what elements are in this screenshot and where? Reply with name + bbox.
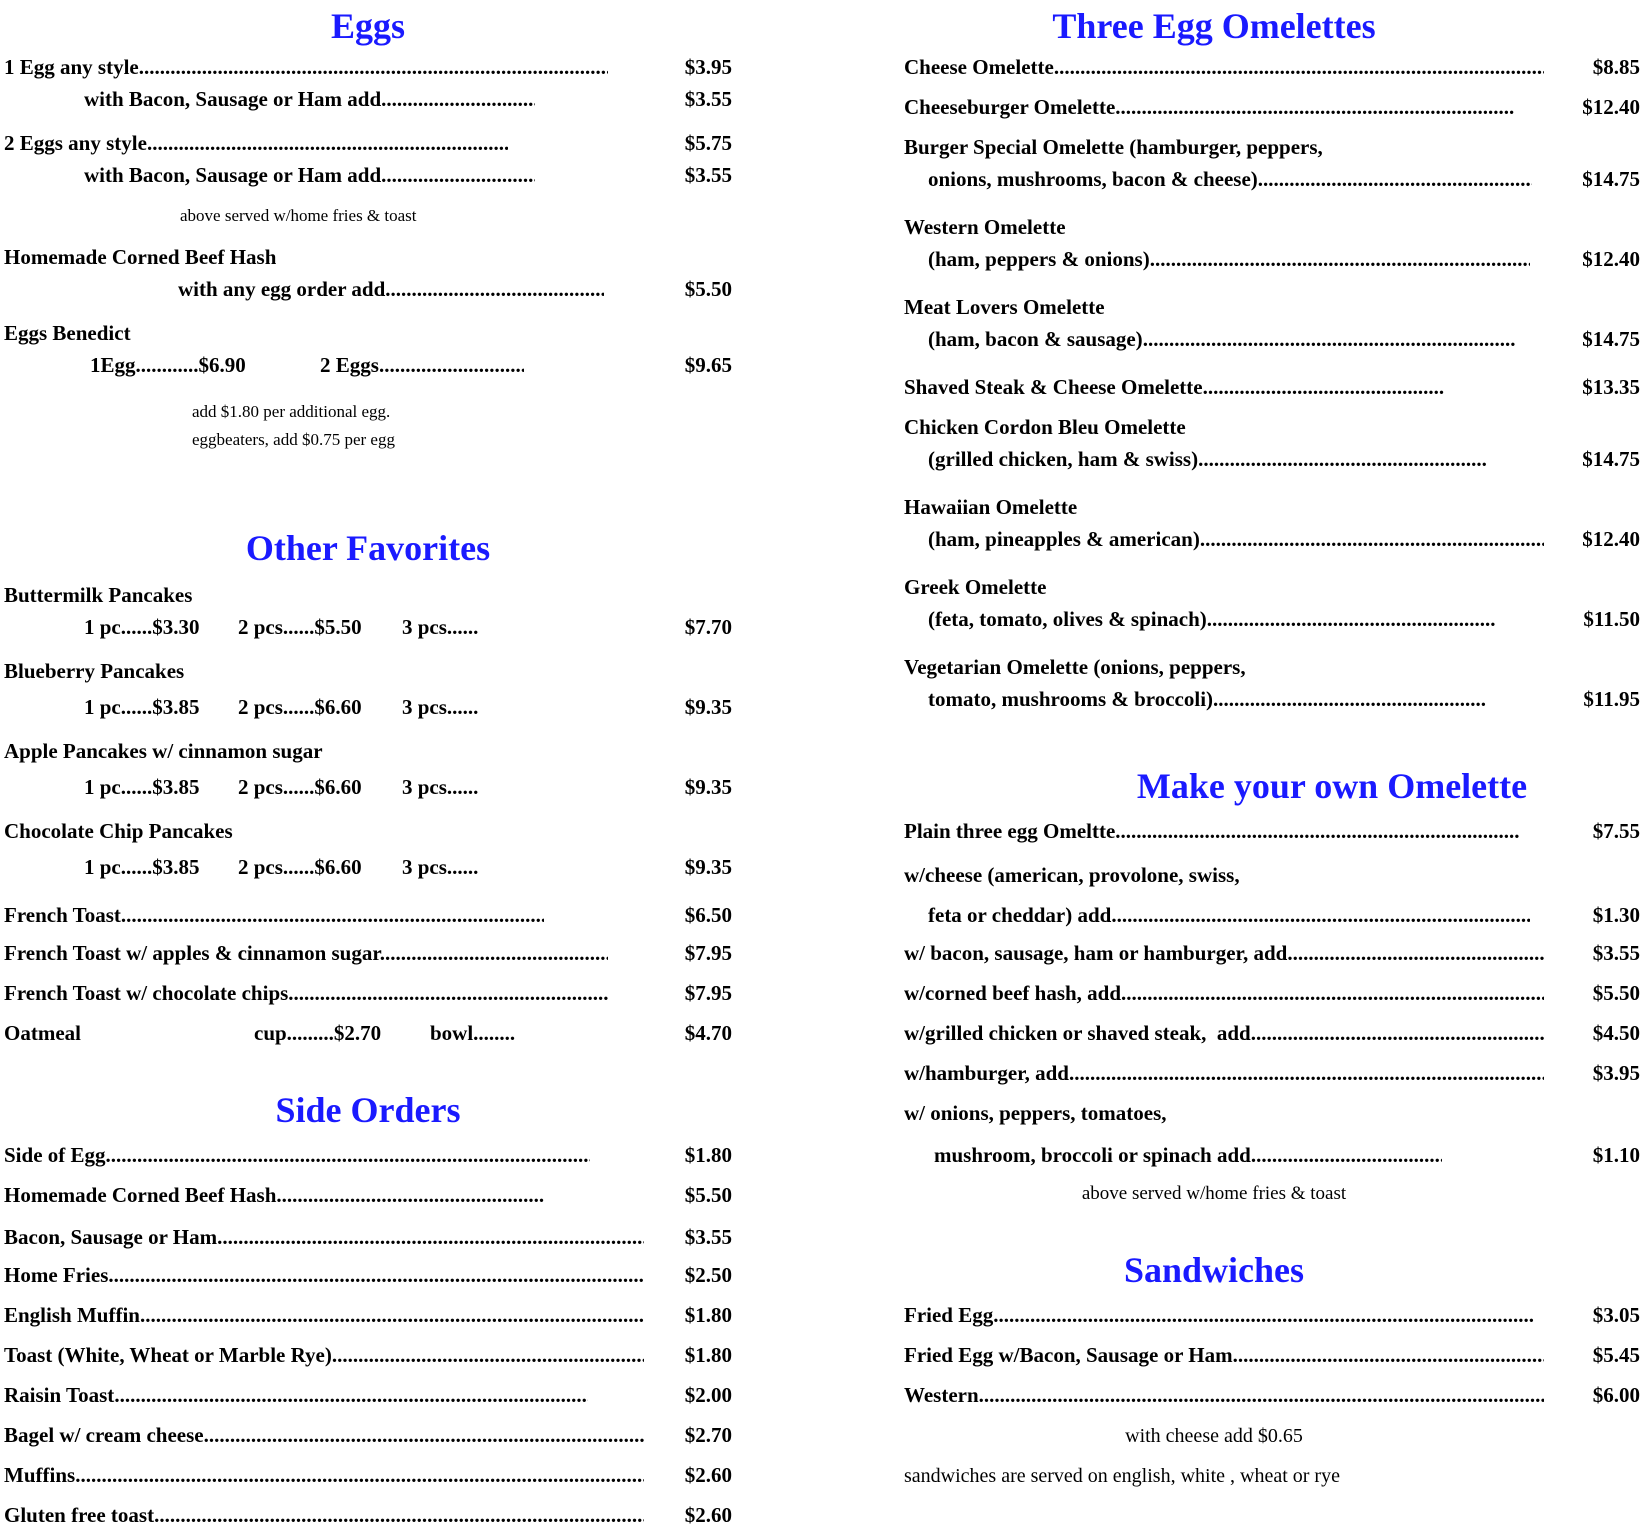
item-price: $3.95 [1592, 1061, 1640, 1085]
item-price: $5.50 [684, 1183, 732, 1207]
three-piece-label: 3 pcs...... [402, 615, 479, 639]
item-label: Homemade Corned Beef Hash [4, 1183, 277, 1207]
one-piece-price: 1 pc......$3.85 [84, 855, 200, 879]
menu-item [4, 902, 732, 928]
sandwich-cheese-note: with cheese add $0.65 [1125, 1425, 1303, 1447]
leader-dots [385, 277, 604, 301]
item-title [904, 214, 1640, 240]
leader-dots [1203, 375, 1444, 399]
item-label: Chocolate Chip Pancakes [4, 819, 233, 843]
item-price: $14.75 [1582, 447, 1640, 471]
leader-dots [381, 87, 535, 111]
leader-dots [121, 903, 544, 927]
two-piece-price: 2 pcs......$6.60 [238, 855, 362, 879]
item-label: w/grilled chicken or shaved steak, add [904, 1021, 1251, 1045]
menu-item [4, 276, 732, 302]
item-price: $2.00 [684, 1383, 732, 1407]
item-title [904, 414, 1640, 440]
menu-item [904, 1342, 1640, 1368]
item-title [904, 494, 1640, 520]
item-label: French Toast [4, 903, 121, 927]
two-piece-price: 2 pcs......$6.60 [238, 695, 362, 719]
item-price: $9.35 [684, 695, 732, 719]
item-label: w/ bacon, sausage, ham or hamburger, add [904, 941, 1288, 965]
item-label: Home Fries [4, 1263, 109, 1287]
item-price: $4.70 [684, 1021, 732, 1045]
item-price: $13.35 [1582, 375, 1640, 399]
item-label: Homemade Corned Beef Hash [4, 245, 277, 269]
item-price: $11.50 [1583, 607, 1640, 631]
item-label: feta or cheddar) add [928, 903, 1112, 927]
item-label: Blueberry Pancakes [4, 659, 185, 683]
item-label: Vegetarian Omelette (onions, peppers, [904, 655, 1246, 679]
item-title [4, 818, 732, 844]
one-piece-price: 1 pc......$3.85 [84, 695, 200, 719]
eggbeaters-note: eggbeaters, add $0.75 per egg [192, 430, 395, 449]
item-price: $9.35 [684, 855, 732, 879]
item-label: with any egg order add [178, 277, 386, 301]
item-label: onions, mushrooms, bacon & cheese) [928, 167, 1258, 191]
leader-dots [1251, 1021, 1544, 1045]
menu-item [4, 352, 732, 378]
menu-item [904, 980, 1640, 1006]
item-price: $5.50 [1592, 981, 1640, 1005]
two-piece-price: 2 pcs......$5.50 [238, 615, 362, 639]
leader-dots [114, 1383, 588, 1407]
leader-dots [147, 131, 508, 155]
item-label: w/cheese (american, provolone, swiss, [904, 863, 1240, 887]
menu-item [904, 374, 1640, 400]
other-favorites-heading: Other Favorites [245, 528, 491, 568]
item-price: $1.80 [684, 1143, 732, 1167]
item-label: mushroom, broccoli or spinach add [934, 1143, 1251, 1167]
item-label: 1 Egg any style [4, 55, 139, 79]
item-price: $7.70 [684, 615, 732, 639]
item-price: $6.50 [684, 903, 732, 927]
menu-item [904, 166, 1640, 192]
menu-item [4, 130, 732, 156]
item-title [904, 862, 1640, 888]
side-item [4, 1502, 732, 1528]
menu-item [4, 1020, 732, 1046]
leader-dots [106, 1143, 590, 1167]
leader-dots [288, 981, 608, 1005]
item-price: $2.50 [684, 1263, 732, 1287]
menu-item [4, 54, 732, 80]
item-price: $5.50 [684, 277, 732, 301]
leader-dots [139, 55, 608, 79]
item-label: w/hamburger, add [904, 1061, 1069, 1085]
item-label: Fried Egg [904, 1303, 994, 1327]
side-item [4, 1462, 732, 1488]
leader-dots [75, 1463, 644, 1487]
item-label: Bagel w/ cream cheese [4, 1423, 204, 1447]
sandwiches-heading: Sandwiches [1123, 1250, 1305, 1290]
item-label: (ham, pineapples & american) [928, 527, 1200, 551]
menu-item [4, 774, 732, 800]
leader-dots [1200, 527, 1544, 551]
side-item [4, 1422, 732, 1448]
item-label: Burger Special Omelette (hamburger, peppers, [904, 135, 1323, 159]
side-item [4, 1224, 732, 1250]
menu-item [904, 1142, 1640, 1168]
item-label: English Muffin [4, 1303, 140, 1327]
menu-item [904, 246, 1640, 272]
leader-dots [1121, 981, 1544, 1005]
leader-dots [276, 1183, 544, 1207]
leader-dots [140, 1303, 644, 1327]
item-label: Plain three egg Omeltte [904, 819, 1116, 843]
item-label: Apple Pancakes w/ cinnamon sugar [4, 739, 323, 763]
served-note: above served w/home fries & toast [180, 206, 417, 225]
item-title [904, 1100, 1640, 1126]
item-label: Gluten free toast [4, 1503, 155, 1527]
menu-item [904, 686, 1640, 712]
item-price: $6.00 [1592, 1383, 1640, 1407]
leader-dots [1115, 95, 1514, 119]
leader-dots [1258, 167, 1532, 191]
three-piece-label: 3 pcs...... [402, 695, 479, 719]
item-label: Meat Lovers Omelette [904, 295, 1105, 319]
item-price: $1.80 [684, 1303, 732, 1327]
menu-item [904, 606, 1640, 632]
menu-item [904, 940, 1640, 966]
item-price: $14.75 [1582, 327, 1640, 351]
menu-item [904, 1020, 1640, 1046]
item-label: with Bacon, Sausage or Ham add [84, 163, 382, 187]
side-item [4, 1382, 732, 1408]
item-price: $3.55 [684, 163, 732, 187]
item-price: $9.65 [684, 353, 732, 377]
menu-item [904, 1382, 1640, 1408]
three-piece-label: 3 pcs...... [402, 775, 479, 799]
eggs-heading: Eggs [330, 6, 406, 46]
item-price: $2.70 [684, 1423, 732, 1447]
item-price: $3.55 [684, 87, 732, 111]
item-title [904, 134, 1640, 160]
leader-dots [1207, 607, 1496, 631]
menu-item [4, 86, 732, 112]
side-item [4, 1302, 732, 1328]
leader-dots [1111, 903, 1530, 927]
leader-dots [380, 941, 608, 965]
item-label: Greek Omelette [904, 575, 1047, 599]
leader-dots [217, 1225, 644, 1249]
item-title [904, 574, 1640, 600]
side-item [4, 1342, 732, 1368]
leader-dots [1150, 247, 1530, 271]
item-label: with Bacon, Sausage or Ham add [84, 87, 382, 111]
item-price: $2.60 [684, 1463, 732, 1487]
item-label: Buttermilk Pancakes [4, 583, 193, 607]
leader-dots [154, 1503, 644, 1527]
benedict-one-egg: 1Egg............$6.90 [90, 353, 246, 377]
item-label: Cheese Omelette [904, 55, 1054, 79]
item-price: $14.75 [1582, 167, 1640, 191]
item-label: 2 Eggs any style [4, 131, 147, 155]
item-label: Oatmeal [4, 1021, 81, 1045]
item-label: French Toast w/ chocolate chips [4, 981, 289, 1005]
side-orders-heading: Side Orders [275, 1090, 461, 1130]
item-label: Raisin Toast [4, 1383, 115, 1407]
item-label: 2 Eggs [320, 353, 379, 377]
item-label: Western [904, 1383, 979, 1407]
side-item [4, 1262, 732, 1288]
menu-item [4, 980, 732, 1006]
menu-item [4, 854, 732, 880]
item-price: $1.10 [1592, 1143, 1640, 1167]
leader-dots [1251, 1143, 1442, 1167]
menu-item [904, 902, 1640, 928]
menu-item [904, 446, 1640, 472]
item-label: Chicken Cordon Bleu Omelette [904, 415, 1186, 439]
item-price: $1.80 [684, 1343, 732, 1367]
menu-item [904, 526, 1640, 552]
sandwich-bread-note: sandwiches are served on english, white , wheat or rye [904, 1465, 1340, 1487]
two-piece-price: 2 pcs......$6.60 [238, 775, 362, 799]
item-price: $3.55 [684, 1225, 732, 1249]
item-label: (grilled chicken, ham & swiss) [928, 447, 1199, 471]
item-label: Shaved Steak & Cheese Omelette [904, 375, 1203, 399]
item-label: Muffins [4, 1463, 76, 1487]
item-price: $7.95 [684, 981, 732, 1005]
leader-dots [993, 1303, 1534, 1327]
item-price: $5.45 [1592, 1343, 1640, 1367]
three-piece-label: 3 pcs...... [402, 855, 479, 879]
item-label: Eggs Benedict [4, 321, 131, 345]
omelettes-heading: Three Egg Omelettes [1052, 6, 1376, 46]
leader-dots [1115, 819, 1520, 843]
menu-item [904, 94, 1640, 120]
item-label: Hawaiian Omelette [904, 495, 1078, 519]
side-item [4, 1142, 732, 1168]
item-price: $7.95 [684, 941, 732, 965]
item-price: $1.30 [1592, 903, 1640, 927]
menu-item [904, 54, 1640, 80]
item-label: Side of Egg [4, 1143, 106, 1167]
menu-item [4, 162, 732, 188]
leader-dots [204, 1423, 644, 1447]
item-price: $11.95 [1583, 687, 1640, 711]
item-title [4, 738, 732, 764]
item-price: $2.60 [684, 1503, 732, 1527]
item-label: French Toast w/ apples & cinnamon sugar [4, 941, 380, 965]
leader-dots [1069, 1061, 1544, 1085]
item-title [4, 320, 732, 346]
leader-dots [381, 163, 535, 187]
item-label: Toast (White, Wheat or Marble Rye) [4, 1343, 332, 1367]
leader-dots [332, 1343, 644, 1367]
menu-item [4, 694, 732, 720]
leader-dots [1287, 941, 1544, 965]
item-title [904, 294, 1640, 320]
menu-item [904, 1060, 1640, 1086]
item-price: $12.40 [1582, 527, 1640, 551]
menu-item [904, 1302, 1640, 1328]
item-price: $3.95 [684, 55, 732, 79]
leader-dots [1213, 687, 1486, 711]
item-label: tomato, mushrooms & broccoli) [928, 687, 1214, 711]
item-title [4, 244, 732, 270]
leader-dots [1233, 1343, 1544, 1367]
menu-item [4, 940, 732, 966]
menu-item [4, 614, 732, 640]
item-price: $3.05 [1592, 1303, 1640, 1327]
item-price: $12.40 [1582, 247, 1640, 271]
oatmeal-bowl-label: bowl........ [430, 1021, 516, 1045]
item-label: w/ onions, peppers, tomatoes, [904, 1101, 1167, 1125]
leader-dots [108, 1263, 644, 1287]
leader-dots [979, 1383, 1544, 1407]
item-price: $7.55 [1592, 819, 1640, 843]
item-price: $8.85 [1592, 55, 1640, 79]
item-label: Bacon, Sausage or Ham [4, 1225, 218, 1249]
leader-dots [1143, 327, 1516, 351]
item-price: $4.50 [1592, 1021, 1640, 1045]
item-label: (ham, peppers & onions) [928, 247, 1150, 271]
menu-item [904, 326, 1640, 352]
item-label: Cheeseburger Omelette [904, 95, 1116, 119]
item-label: (ham, bacon & sausage) [928, 327, 1143, 351]
item-label: w/corned beef hash, add [904, 981, 1122, 1005]
one-piece-price: 1 pc......$3.30 [84, 615, 200, 639]
item-title [4, 658, 732, 684]
served-note: above served w/home fries & toast [1081, 1183, 1347, 1204]
leader-dots [1054, 55, 1544, 79]
item-label: Western Omelette [904, 215, 1066, 239]
item-title [904, 654, 1640, 680]
item-label: Fried Egg w/Bacon, Sausage or Ham [904, 1343, 1233, 1367]
extra-egg-note: add $1.80 per additional egg. [192, 402, 391, 421]
oatmeal-cup-price: cup.........$2.70 [254, 1021, 382, 1045]
item-price: $5.75 [684, 131, 732, 155]
item-title [4, 582, 732, 608]
item-label: (feta, tomato, olives & spinach) [928, 607, 1207, 631]
one-piece-price: 1 pc......$3.85 [84, 775, 200, 799]
side-item [4, 1182, 732, 1208]
leader-dots [379, 353, 524, 377]
item-price: $12.40 [1582, 95, 1640, 119]
menu-item [904, 818, 1640, 844]
leader-dots [1198, 447, 1486, 471]
make-your-own-heading: Make your own Omelette [1136, 766, 1528, 806]
item-price: $9.35 [684, 775, 732, 799]
item-price: $3.55 [1592, 941, 1640, 965]
